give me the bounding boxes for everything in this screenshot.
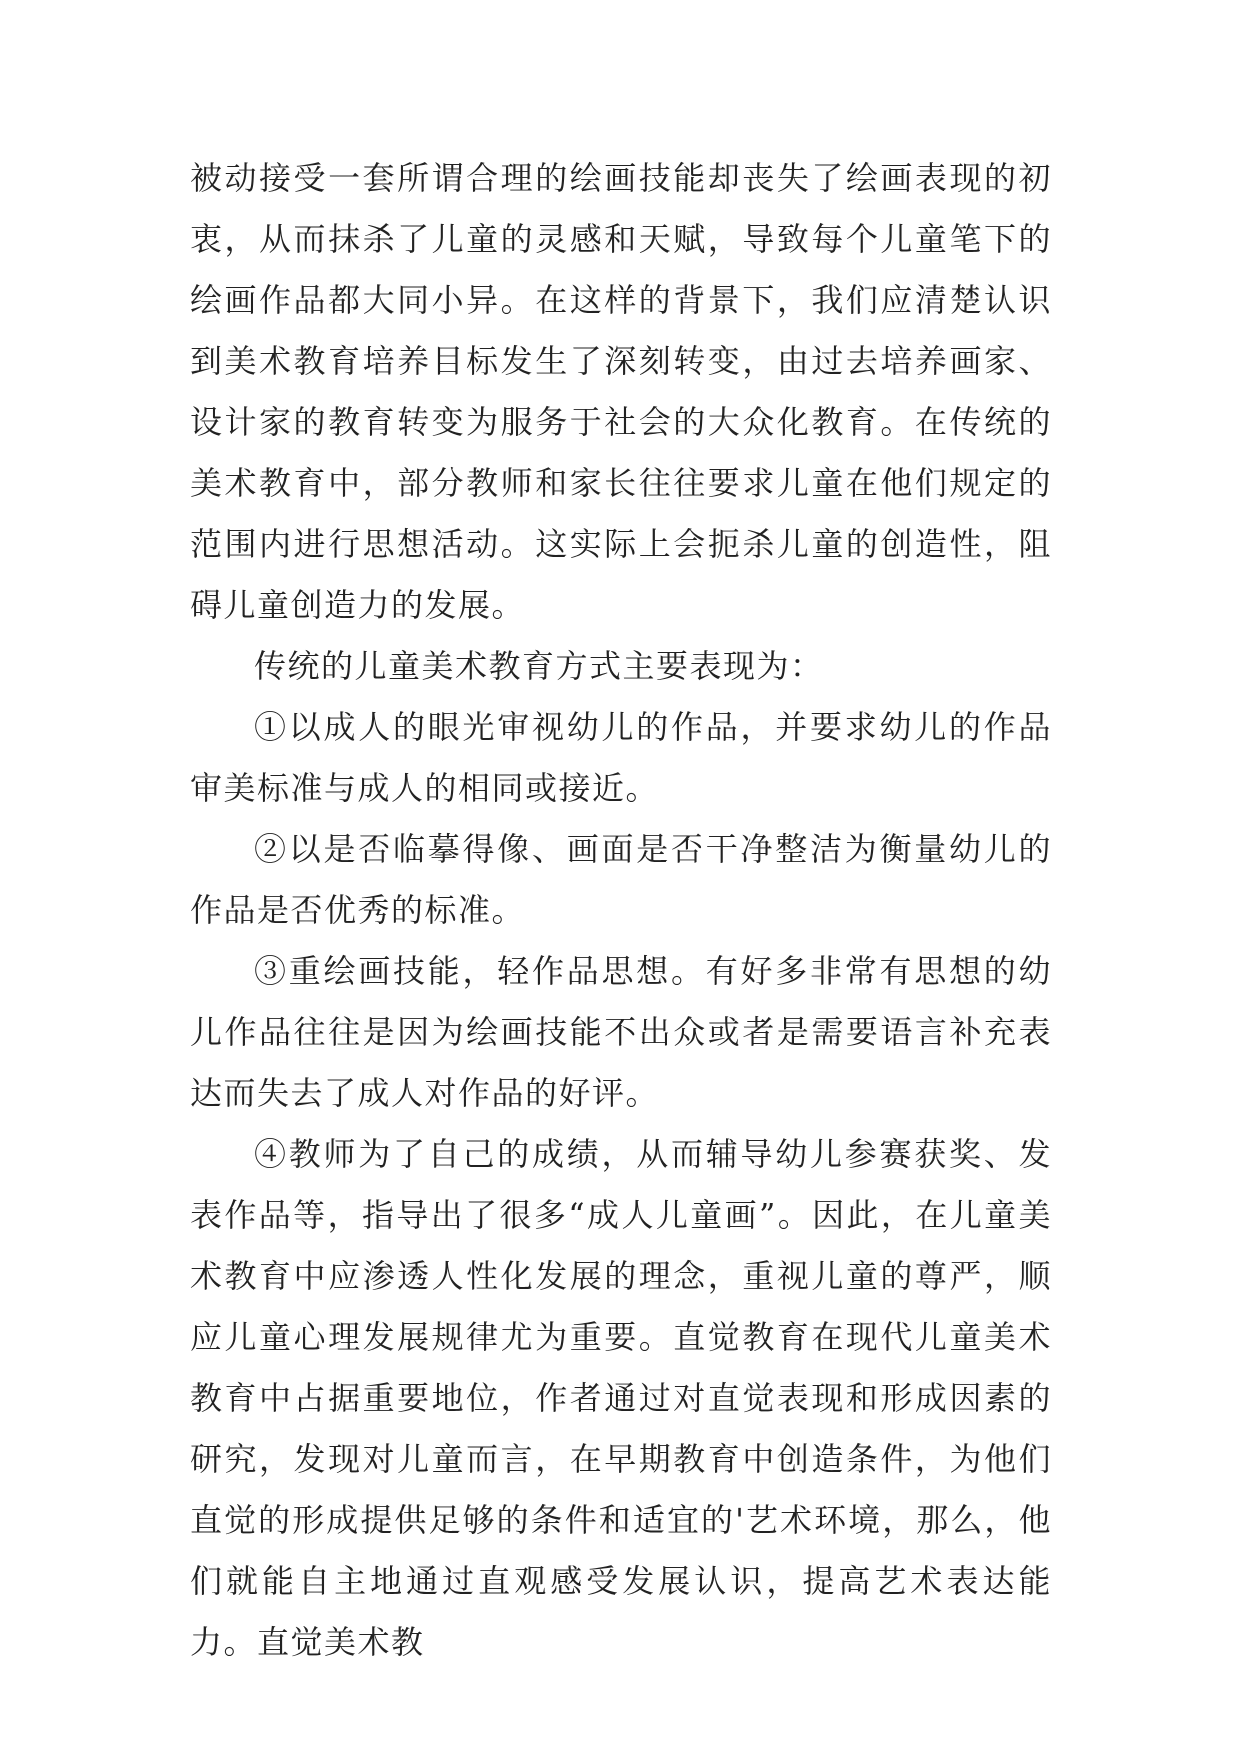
paragraph-item-2: ②以是否临摹得像、画面是否干净整洁为衡量幼儿的作品是否优秀的标准。 <box>190 830 1052 929</box>
paragraph-continuation: 被动接受一套所谓合理的绘画技能却丧失了绘画表现的初衷，从而抹杀了儿童的灵感和天赋，导致每个儿童笔下的绘画作品都大同小异。在这样的背景下，我们应清楚认识到美术教育培养目标发生了深刻转变，由过去培养画家、设计家的教育转变为服务于社会的大众化教育。在传统的美术教育中，部分教师和家长往往要求儿童在他们规定的范围内进行思想活动。这实际上会扼杀儿童的创造性，阻碍儿童创造力的发展。 <box>190 159 1052 624</box>
paragraph-list-intro: 传统的儿童美术教育方式主要表现为： <box>254 647 824 685</box>
paragraph-item-3: ③重绘画技能，轻作品思想。有好多非常有思想的幼儿作品往往是因为绘画技能不出众或者是需要语言补充表达而失去了成人对作品的好评。 <box>190 952 1052 1112</box>
paragraph-item-1: ①以成人的眼光审视幼儿的作品，并要求幼儿的作品审美标准与成人的相同或接近。 <box>190 708 1052 807</box>
paragraph-item-4: ④教师为了自己的成绩，从而辅导幼儿参赛获奖、发表作品等，指导出了很多“成人儿童画”。因此，在儿童美术教育中应渗透人性化发展的理念，重视儿童的尊严，顺应儿童心理发展规律尤为重要。直觉教育在现代儿童美术教育中占据重要地位，作者通过对直觉表现和形成因素的研究，发现对儿童而言，在早期教育中创造条件，为他们直觉的形成提供足够的条件和适宜的'艺术环境，那么，他们就能自主地通过直观感受发展认识，提高艺术表达能力。直觉美术教 <box>190 1135 1052 1661</box>
document-page <box>190 148 1052 1673</box>
